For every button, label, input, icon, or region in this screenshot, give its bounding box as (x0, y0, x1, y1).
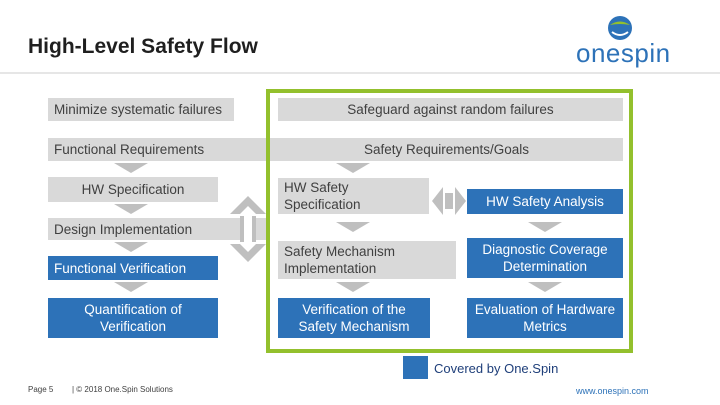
double-arrow-icon (230, 196, 266, 267)
down-arrow-icon (336, 163, 370, 173)
down-arrow-icon (114, 282, 148, 292)
diagnostic-coverage-determination: Diagnostic Coverage Determination (467, 238, 623, 278)
title-divider (0, 72, 720, 74)
down-arrow-icon (114, 163, 148, 173)
down-arrow-icon (528, 282, 562, 292)
minimize-systematic-failures: Minimize systematic failures (48, 98, 234, 121)
design-implementation: Design Implementation (48, 218, 268, 240)
down-arrow-icon (114, 242, 148, 252)
quantification-of-verification: Quantification of Verification (48, 298, 218, 338)
legend-swatch (403, 356, 428, 379)
logo-text: onespin (576, 38, 671, 68)
verification-of-safety-mechanism: Verification of the Safety Mechanism (278, 298, 430, 338)
safety-mechanism-implementation: Safety Mechanism Implementation (278, 241, 456, 279)
copyright: | © 2018 One.Spin Solutions (72, 385, 173, 394)
hw-specification: HW Specification (48, 177, 218, 202)
down-arrow-icon (336, 282, 370, 292)
legend-label: Covered by One.Spin (434, 361, 559, 376)
down-arrow-icon (114, 204, 148, 214)
functional-requirements: Functional Requirements (48, 138, 268, 161)
page-title: High-Level Safety Flow (28, 35, 258, 58)
evaluation-of-hardware-metrics: Evaluation of Hardware Metrics (467, 298, 623, 338)
page-number: Page 5 (28, 385, 54, 394)
left-right-arrow-icon (432, 187, 466, 220)
hw-safety-specification: HW Safety Specification (278, 178, 429, 214)
safety-requirements-goals: Safety Requirements/Goals (270, 138, 623, 161)
hw-safety-analysis: HW Safety Analysis (467, 189, 623, 214)
down-arrow-icon (528, 222, 562, 232)
down-arrow-icon (336, 222, 370, 232)
functional-verification: Functional Verification (48, 256, 218, 280)
website-link[interactable]: www.onespin.com (576, 386, 649, 396)
safeguard-random-failures: Safeguard against random failures (278, 98, 623, 121)
